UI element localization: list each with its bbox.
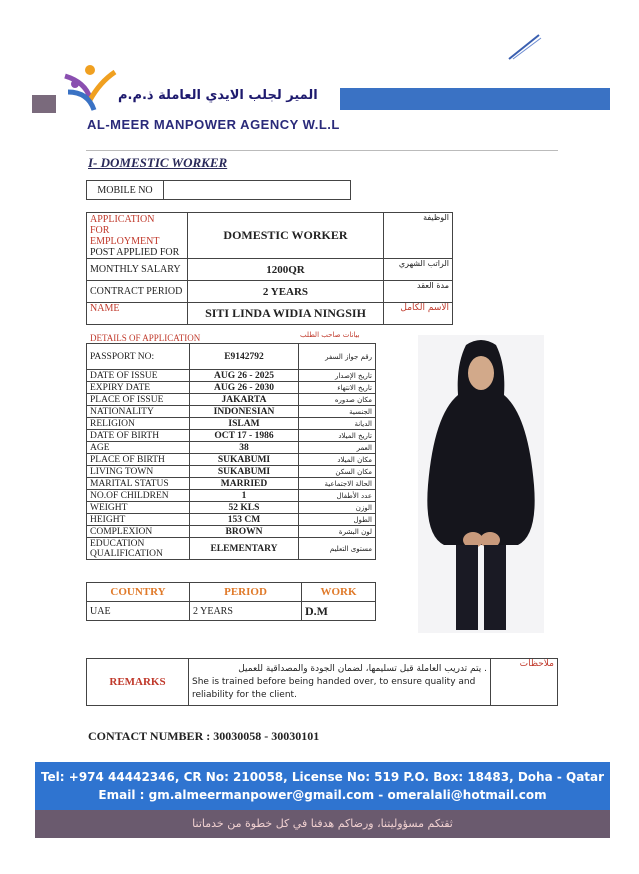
details-arabic: لون البشرة (299, 526, 376, 538)
details-value: SUKABUMI (190, 454, 299, 466)
post-value: DOMESTIC WORKER (188, 213, 384, 259)
details-value: BROWN (190, 526, 299, 538)
post-arabic: الوظيفة (384, 213, 453, 259)
details-label: MARITAL STATUS (87, 478, 190, 490)
exp-header-country: COUNTRY (87, 583, 190, 602)
exp-header-work: WORK (302, 583, 376, 602)
details-arabic: الحالة الاجتماعية (299, 478, 376, 490)
salary-value: 1200QR (188, 259, 384, 281)
application-table (86, 212, 453, 325)
name-value: SITI LINDA WIDIA NINGSIH (188, 303, 384, 325)
details-row (87, 466, 376, 478)
remarks-label-arabic: ملاحظات (491, 659, 558, 706)
details-label: LIVING TOWN (87, 466, 190, 478)
details-value: ISLAM (190, 418, 299, 430)
details-row (87, 490, 376, 502)
details-label: EXPIRY DATE (87, 382, 190, 394)
details-arabic: مكان الميلاد (299, 454, 376, 466)
remarks-text-arabic: يتم تدريب العاملة قبل تسليمها، لضمان الجودة والمصداقية للعميل . (238, 663, 487, 674)
details-row (87, 502, 376, 514)
contract-period-value: 2 YEARS (188, 281, 384, 303)
footer-line1: Tel: +974 44442346, CR No: 210058, License No: 519 P.O. Box: 18483, Doha - Qatar (40, 770, 605, 784)
exp-work: D.M (302, 602, 376, 621)
details-row (87, 370, 376, 382)
details-arabic: عدد الأطفال (299, 490, 376, 502)
details-row (87, 344, 376, 370)
details-label: RELIGION (87, 418, 190, 430)
application-label-1: APPLICATION (90, 213, 155, 225)
details-value: AUG 26 - 2030 (190, 382, 299, 394)
details-row (87, 394, 376, 406)
details-header: DETAILS OF APPLICATION (90, 333, 201, 343)
exp-period: 2 YEARS (190, 602, 302, 621)
details-label: COMPLEXION (87, 526, 190, 538)
remarks-table (86, 658, 558, 706)
details-value: INDONESIAN (190, 406, 299, 418)
details-arabic: الديانة (299, 418, 376, 430)
details-row (87, 430, 376, 442)
details-row (87, 538, 376, 560)
details-header-arabic: بيانات صاحب الطلب (300, 331, 360, 339)
application-label-cell (87, 213, 188, 259)
pen-mark-icon (505, 32, 545, 62)
details-arabic: تاريخ الانتهاء (299, 382, 376, 394)
details-label: DATE OF BIRTH (87, 430, 190, 442)
exp-header-period: PERIOD (190, 583, 302, 602)
details-arabic: مكان السكن (299, 466, 376, 478)
details-label: NATIONALITY (87, 406, 190, 418)
contract-period-arabic: مدة العقد (384, 281, 453, 303)
remarks-text-english: She is trained before being handed over, to ensure quality and reliability for the client. (192, 676, 476, 700)
details-arabic: مستوى التعليم (299, 538, 376, 560)
details-value: OCT 17 - 1986 (190, 430, 299, 442)
application-label-3: EMPLOYMENT (90, 235, 160, 247)
logo-square (32, 95, 56, 113)
details-label: DATE OF ISSUE (87, 370, 190, 382)
details-row (87, 526, 376, 538)
footer-line2: Email : gm.almeermanpower@gmail.com - omeralali@hotmail.com (98, 788, 547, 802)
footer-banner (35, 762, 610, 810)
details-value: 38 (190, 442, 299, 454)
contract-period-label: CONTRACT PERIOD (87, 281, 188, 303)
name-label: NAME (87, 303, 188, 325)
details-value: JAKARTA (190, 394, 299, 406)
company-logo-icon (60, 62, 140, 112)
details-value: AUG 26 - 2025 (190, 370, 299, 382)
details-label: HEIGHT (87, 514, 190, 526)
company-name-english: AL-MEER MANPOWER AGENCY W.L.L (87, 117, 340, 132)
details-arabic: مكان صدوره (299, 394, 376, 406)
experience-table (86, 582, 376, 621)
details-row (87, 454, 376, 466)
remarks-text-cell (189, 659, 491, 706)
details-arabic: العمر (299, 442, 376, 454)
mobile-table (86, 180, 351, 200)
details-arabic: الطول (299, 514, 376, 526)
details-row (87, 406, 376, 418)
name-arabic: الاسم الكامل (384, 303, 453, 325)
details-label: PLACE OF ISSUE (87, 394, 190, 406)
details-value: SUKABUMI (190, 466, 299, 478)
header-blue-bar (340, 88, 610, 110)
details-label: PASSPORT NO: (87, 344, 190, 370)
details-value: 153 CM (190, 514, 299, 526)
section-title: I- DOMESTIC WORKER (88, 155, 228, 170)
details-label: NO.OF CHILDREN (87, 490, 190, 502)
details-value: ELEMENTARY (190, 538, 299, 560)
details-value: MARRIED (190, 478, 299, 490)
divider (86, 150, 558, 151)
mobile-label: MOBILE NO (87, 181, 164, 200)
details-row (87, 382, 376, 394)
details-row (87, 418, 376, 430)
details-value: 1 (190, 490, 299, 502)
details-row (87, 478, 376, 490)
details-label: WEIGHT (87, 502, 190, 514)
details-arabic: الجنسية (299, 406, 376, 418)
company-name-arabic: المير لجلب الايدي العاملة ذ.م.م (118, 88, 318, 103)
details-arabic: رقم جواز السفر (299, 344, 376, 370)
salary-label: MONTHLY SALARY (87, 259, 188, 281)
applicant-photo (418, 335, 544, 633)
details-value: 52 KLS (190, 502, 299, 514)
details-label: AGE (87, 442, 190, 454)
contact-number: CONTACT NUMBER : 30030058 - 30030101 (88, 729, 320, 743)
exp-country: UAE (87, 602, 190, 621)
details-label: PLACE OF BIRTH (87, 454, 190, 466)
details-row (87, 442, 376, 454)
details-arabic: تاريخ الإصدار (299, 370, 376, 382)
mobile-value (164, 181, 351, 200)
details-value: E9142792 (190, 344, 299, 370)
salary-arabic: الراتب الشهري (384, 259, 453, 281)
details-row (87, 514, 376, 526)
details-table (86, 343, 376, 560)
application-label-2: FOR (90, 224, 110, 236)
post-label: POST APPLIED FOR (90, 246, 180, 258)
details-label: EDUCATION QUALIFICATION (87, 538, 190, 560)
details-arabic: تاريخ الميلاد (299, 430, 376, 442)
remarks-label: REMARKS (87, 659, 189, 706)
details-arabic: الوزن (299, 502, 376, 514)
footer-slogan: ثقتكم مسؤوليتنا، ورضاكم هدفنا في كل خطوة من خدماتنا (35, 810, 610, 838)
